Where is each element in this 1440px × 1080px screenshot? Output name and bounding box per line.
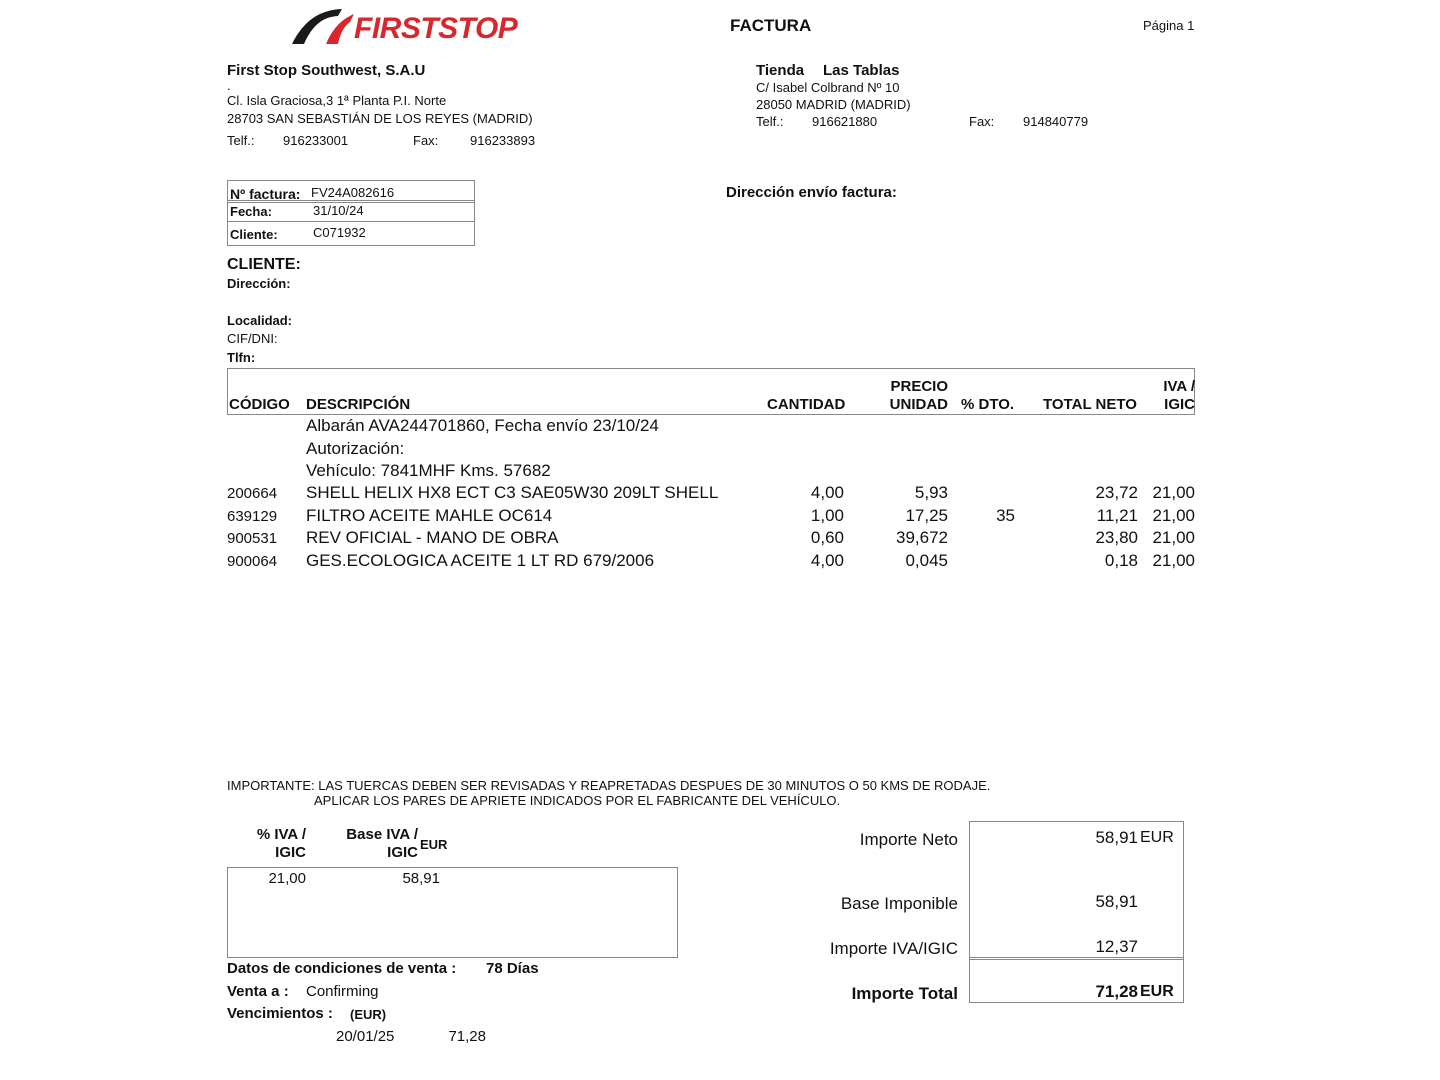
row-vat: 21,00 bbox=[1152, 506, 1195, 525]
header-vat-1: IVA / bbox=[1163, 378, 1195, 395]
row-code: 900531 bbox=[227, 530, 278, 547]
row-net: 23,80 bbox=[1095, 528, 1138, 547]
company-address-2: 28703 SAN SEBASTIÁN DE LOS REYES (MADRID) bbox=[227, 111, 533, 126]
vat-pct-header-2: IGIC bbox=[275, 844, 306, 861]
company-fax-label: Fax: bbox=[413, 133, 439, 148]
row-quantity: 0,60 bbox=[810, 528, 844, 547]
vat-base-header-1: Base IVA / bbox=[346, 826, 418, 843]
table-row bbox=[227, 483, 1195, 505]
row-code: 639129 bbox=[227, 508, 278, 525]
invoice-date: 31/10/24 bbox=[313, 203, 364, 218]
row-vat: 21,00 bbox=[1152, 528, 1195, 547]
row-price: 0,045 bbox=[905, 551, 948, 570]
page-number: Página 1 bbox=[1143, 18, 1195, 33]
row-net: 23,72 bbox=[1095, 483, 1138, 502]
firststop-logo bbox=[290, 6, 518, 48]
vat-base-value: 58,91 bbox=[402, 870, 440, 887]
invoice-number-label: Nº factura: bbox=[230, 186, 301, 202]
row-price: 39,672 bbox=[896, 528, 948, 547]
company-fax: 916233893 bbox=[470, 133, 536, 148]
row-discount: 35 bbox=[996, 506, 1015, 525]
due-amount: 71,28 bbox=[448, 1028, 486, 1045]
due-dates-label: Vencimientos : bbox=[227, 1005, 333, 1022]
store-label: Tienda bbox=[756, 62, 805, 79]
net-amount-label: Importe Neto bbox=[859, 830, 958, 849]
net-amount-currency: EUR bbox=[1140, 829, 1174, 846]
sale-to-value: Confirming bbox=[306, 983, 379, 1000]
total-amount-label: Importe Total bbox=[851, 984, 958, 1003]
invoice-date-label: Fecha: bbox=[230, 204, 272, 219]
vehicle-note: Vehículo: 7841MHF Kms. 57682 bbox=[306, 461, 551, 480]
totals-box bbox=[969, 821, 1184, 1003]
company-address-1: Cl. Isla Graciosa,3 1ª Planta P.I. Norte bbox=[227, 93, 447, 108]
header-net: TOTAL NETO bbox=[1043, 396, 1137, 413]
row-price: 17,25 bbox=[905, 506, 948, 525]
vat-base-header-2: IGIC bbox=[387, 844, 418, 861]
vat-amount-value: 12,37 bbox=[1095, 937, 1138, 956]
authorization-note: Autorización: bbox=[306, 439, 405, 458]
row-description: SHELL HELIX HX8 ECT C3 SAE05W30 209LT SHELL bbox=[306, 483, 719, 502]
store-tel-label: Telf.: bbox=[756, 114, 784, 129]
taxable-base-value: 58,91 bbox=[1095, 892, 1138, 911]
table-row bbox=[227, 551, 1195, 573]
company-tel: 916233001 bbox=[283, 133, 349, 148]
header-code: CÓDIGO bbox=[229, 396, 290, 413]
total-amount-currency: EUR bbox=[1140, 983, 1174, 1000]
row-quantity: 1,00 bbox=[810, 506, 844, 525]
store-name: Las Tablas bbox=[823, 62, 900, 79]
vat-pct-value: 21,00 bbox=[268, 870, 306, 887]
important-notice-line-1: IMPORTANTE: LAS TUERCAS DEBEN SER REVISADAS Y REAPRETADAS DESPUES DE 30 MINUTOS O 50 KMS DE RODAJE. bbox=[227, 778, 991, 793]
store-fax-label: Fax: bbox=[969, 114, 995, 129]
client-locality-label: Localidad: bbox=[227, 313, 293, 328]
vat-amount-label: Importe IVA/IGIC bbox=[829, 939, 958, 958]
client-cif-label: CIF/DNI: bbox=[227, 331, 278, 346]
row-vat: 21,00 bbox=[1152, 483, 1195, 502]
due-currency: (EUR) bbox=[350, 1007, 387, 1022]
shipping-address-label: Dirección envío factura: bbox=[726, 184, 897, 201]
store-address-2: 28050 MADRID (MADRID) bbox=[756, 97, 911, 112]
delivery-note: Albarán AVA244701860, Fecha envío 23/10/24 bbox=[306, 416, 659, 435]
store-fax: 914840779 bbox=[1023, 114, 1089, 129]
table-row bbox=[227, 506, 1195, 528]
store-address-1: C/ Isabel Colbrand Nº 10 bbox=[756, 80, 900, 95]
header-description: DESCRIPCIÓN bbox=[306, 396, 411, 413]
row-code: 200664 bbox=[227, 485, 278, 502]
logo-stop-text: STOP bbox=[438, 12, 518, 45]
important-notice-line-2: APLICAR LOS PARES DE APRIETE INDICADOS POR EL FABRICANTE DEL VEHÍCULO. bbox=[314, 793, 841, 808]
client-address-label: Dirección: bbox=[227, 276, 291, 291]
due-date: 20/01/25 bbox=[336, 1028, 395, 1045]
header-discount: % DTO. bbox=[961, 396, 1015, 413]
taxable-base-label: Base Imponible bbox=[840, 894, 958, 913]
row-description: GES.ECOLOGICA ACEITE 1 LT RD 679/2006 bbox=[306, 551, 655, 570]
row-code: 900064 bbox=[227, 553, 278, 570]
company-dot: . bbox=[227, 78, 231, 93]
row-price: 5,93 bbox=[914, 483, 948, 502]
invoice-client: C071932 bbox=[313, 225, 366, 240]
net-amount-value: 58,91 bbox=[1095, 828, 1138, 847]
store-tel: 916621880 bbox=[812, 114, 878, 129]
document-title: FACTURA bbox=[730, 16, 812, 35]
row-description: REV OFICIAL - MANO DE OBRA bbox=[306, 528, 559, 547]
row-vat: 21,00 bbox=[1152, 551, 1195, 570]
sale-to-label: Venta a : bbox=[227, 983, 289, 1000]
total-amount-value: 71,28 bbox=[1095, 982, 1138, 1001]
row-net: 0,18 bbox=[1104, 551, 1138, 570]
company-tel-label: Telf.: bbox=[227, 133, 255, 148]
header-vat-2: IGIC bbox=[1164, 396, 1195, 413]
conditions-days: 78 Días bbox=[486, 960, 539, 977]
table-row bbox=[227, 528, 1195, 550]
row-quantity: 4,00 bbox=[810, 551, 844, 570]
header-price-1: PRECIO bbox=[890, 378, 948, 395]
logo-swoosh-icon bbox=[290, 6, 360, 46]
header-quantity: CANTIDAD bbox=[767, 396, 846, 413]
client-phone-label: Tlfn: bbox=[227, 350, 256, 365]
conditions-label: Datos de condiciones de venta : bbox=[227, 960, 457, 977]
row-description: FILTRO ACEITE MAHLE OC614 bbox=[306, 506, 553, 525]
client-title: CLIENTE: bbox=[227, 256, 301, 273]
row-quantity: 4,00 bbox=[810, 483, 844, 502]
invoice-client-label: Cliente: bbox=[230, 227, 278, 242]
header-price-2: UNIDAD bbox=[889, 396, 948, 413]
row-net: 11,21 bbox=[1096, 506, 1138, 525]
invoice-number: FV24A082616 bbox=[311, 185, 395, 200]
logo-first-text: FIRST bbox=[354, 12, 439, 45]
company-name: First Stop Southwest, S.A.U bbox=[227, 62, 426, 79]
vat-pct-header-1: % IVA / bbox=[256, 826, 306, 843]
vat-currency-header: EUR bbox=[420, 837, 448, 852]
